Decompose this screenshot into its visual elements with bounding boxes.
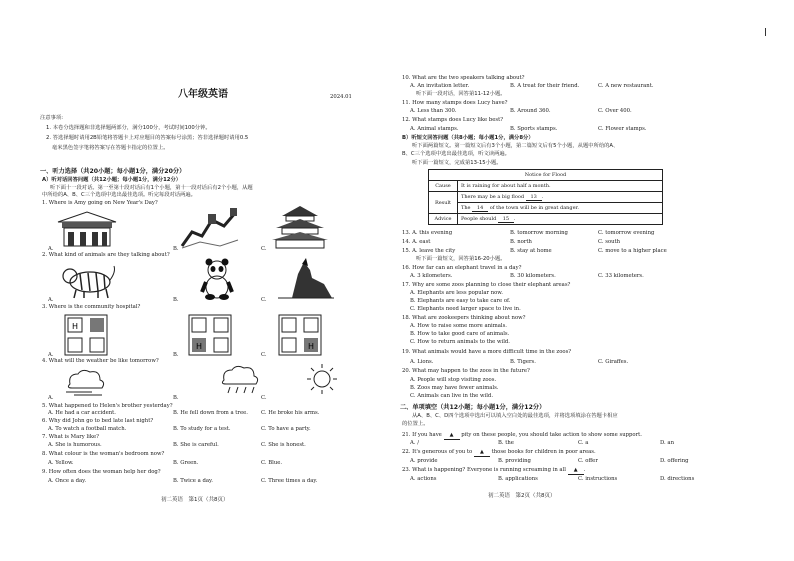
question-17: 17. Why are some zoos planning to close their elephant areas? [402, 282, 571, 288]
blank-15: 15 [498, 216, 514, 223]
result-cell-1: There may be a big flood 13 . [458, 192, 663, 203]
option-b: B. tomorrow morning [510, 230, 568, 236]
question-23 [402, 467, 585, 475]
option-a: A. 3 kilometers. [410, 273, 453, 279]
option-b: B. She is careful. [173, 442, 219, 448]
option-a: A. Lions. [410, 359, 434, 365]
question-15: 15. A. leave the city [402, 248, 456, 254]
question-8: 8. What colour is the woman's bedroom now? [42, 451, 165, 457]
option-c: C. How to return animals to the wild. [410, 339, 510, 345]
note-line: 毫米黑色签字笔将答案写在答题卡指定的位置上。 [52, 145, 169, 151]
option-c: C. A new restaurant. [598, 83, 654, 89]
option-b: B. How to take good care of animals. [410, 331, 510, 337]
question-text: 22. It's generous of you to [402, 449, 473, 455]
option-b: B. A treat for their friend. [510, 83, 580, 89]
option-c: C. To have a party. [261, 426, 311, 432]
section-heading: 一、听力选择（共20小题；每小题1分，满分20分） [40, 168, 186, 175]
question-13: 13. A. this evening [402, 230, 453, 236]
option-b: B. stay at home [510, 248, 552, 254]
advice-cell: People should 15 . [458, 214, 663, 225]
question-2: 2. What kind of animals are they talking about? [42, 252, 170, 258]
result-cell-2 [458, 203, 663, 214]
question-text: . [583, 467, 586, 473]
option-a: A. How to raise some more animals. [410, 323, 507, 329]
option-a: A. actions [410, 476, 437, 482]
option-c: C. [261, 246, 267, 252]
option-c: C. Three times a day. [261, 478, 318, 484]
page-edge-mark [765, 28, 766, 36]
option-a: A. [48, 395, 54, 401]
row-label-cause: Cause [429, 181, 458, 192]
question-22 [402, 449, 596, 457]
option-a: A. [48, 297, 54, 303]
question-18: 18. What are zookeepers thinking about now? [402, 315, 526, 321]
note-line: 2. 答选择题时请用2B铅笔将答题卡上对应题目的答案标号涂黑；答非选择题时请用0.5 [46, 135, 249, 141]
question-16: 16. How far can an elephant travel in a day? [402, 265, 522, 271]
option-b: B. north [510, 239, 532, 245]
blank-triangle-icon: ▲ [474, 449, 490, 457]
option-d: D. offering [660, 458, 689, 464]
exam-date: 2024.01 [330, 94, 352, 100]
question-14: 14. A. east [402, 239, 431, 245]
result-text: There may be a big flood [461, 193, 525, 200]
page-footer: 初二英语 第1页（共8页） [161, 497, 229, 503]
listening-note: 听下面一篇短文，回答第16-20小题。 [416, 256, 506, 262]
option-a: A. An invitation letter. [410, 83, 470, 89]
option-d: D. an [660, 440, 674, 446]
option-b: B. Zoos may have fewer animals. [410, 385, 499, 391]
question-3: 3. Where is the community hospital? [42, 304, 141, 310]
option-a: A. / [410, 440, 419, 446]
option-a: A. He had a car accident. [48, 410, 116, 416]
option-a: A. Yellow. [48, 460, 74, 466]
svg-text:H: H [308, 342, 315, 351]
question-11: 11. How many stamps does Lucy have? [402, 100, 508, 106]
option-c: C. [261, 297, 267, 303]
listening-note: 听下面一段对话，回答第11-12小题。 [416, 91, 506, 97]
blank-triangle-icon: ▲ [444, 432, 460, 440]
svg-text:H: H [196, 342, 203, 351]
option-b: B. [173, 352, 179, 358]
question-21 [402, 432, 642, 440]
part-instructions: B、C三个选项中选出最佳选项，听文读两遍。 [402, 151, 510, 157]
exam-title: 八年级英语 [178, 89, 228, 100]
option-c: C. Blue. [261, 460, 283, 466]
option-c: C. tomorrow evening [598, 230, 655, 236]
sun-icon [304, 362, 340, 396]
great-wall-icon [180, 206, 240, 250]
part-heading: A）听对话回答问题（共12小题；每小题1分，满分12分） [42, 177, 182, 183]
note-line: 1. 本卷分选择题和非选择题两部分，满分100分，考试时间100分钟。 [46, 125, 211, 131]
blank-14: 14 [472, 205, 488, 212]
option-c: C. move to a higher place [598, 248, 667, 254]
question-text: those books for children in poor areas. [491, 449, 596, 455]
question-12: 12. What stamps does Lucy like best? [402, 117, 504, 123]
option-b: B. Twice a day. [173, 478, 213, 484]
option-a: A. [48, 246, 54, 252]
option-c: C. He broke his arms. [261, 410, 320, 416]
result-text: The [461, 204, 471, 211]
option-b: B. applications [498, 476, 538, 482]
question-6: 6. Why did John go to bed late last night? [42, 418, 154, 424]
option-b: B. [173, 246, 179, 252]
option-c: C. Animals can live in the wild. [410, 393, 494, 399]
rain-cloud-icon [218, 364, 266, 396]
option-a: A. Elephants are less popular now. [410, 290, 503, 296]
part-instructions: 听下面两篇短文。第一篇短文后有3个小题，第二篇短文后有5个小题，从题中所给的A、 [412, 143, 619, 149]
option-a: A. Less than 300. [410, 108, 457, 114]
result-text: of the town will be in great danger. [489, 204, 579, 211]
map-c-icon [278, 314, 322, 356]
option-a: A. provide [410, 458, 438, 464]
option-c: C. Elephants need larger space to live in. [410, 306, 521, 312]
option-b: B. providing [498, 458, 531, 464]
option-a: A. Animal stamps. [410, 126, 459, 132]
question-text: pity on these people, you should take action to show some support. [461, 432, 642, 438]
table-heading: Notice for Flood [429, 170, 663, 181]
notice-table [428, 169, 663, 225]
option-b: B. 30 kilometers. [510, 273, 556, 279]
question-4: 4. What will the weather be like tomorrow? [42, 358, 159, 364]
option-b: B. To study for a test. [173, 426, 231, 432]
page-footer: 初二英语 第2页（共8页） [488, 493, 556, 499]
page-2 [400, 0, 765, 561]
panda-icon [192, 258, 242, 300]
option-c: C. Flower stamps. [598, 126, 647, 132]
section-heading: 二、单项填空（共12小题；每小题1分，满分12分） [400, 404, 546, 411]
advice-text: People should [461, 215, 497, 222]
section-instructions: 的位置上。 [402, 421, 429, 427]
gate-building-icon [54, 208, 120, 250]
option-a: A. To watch a football match. [48, 426, 127, 432]
blank-triangle-icon: ▲ [568, 467, 584, 475]
option-c: C. [261, 352, 267, 358]
windy-cloud-icon [62, 366, 112, 396]
option-a: A. She is humorous. [48, 442, 102, 448]
svg-text:H: H [72, 322, 79, 331]
page-1 [40, 0, 385, 561]
option-b: B. Sports stamps. [510, 126, 558, 132]
blank-13: 13 [526, 194, 542, 201]
option-a: A. People will stop visiting zoos. [410, 377, 497, 383]
option-a: A. Once a day. [48, 478, 87, 484]
question-text: 21. If you have [402, 432, 442, 438]
cause-cell: It is raining for about half a month. [458, 181, 663, 192]
option-c: C. instructions [578, 476, 618, 482]
row-label-result: Result [429, 192, 458, 214]
question-9: 9. How often does the woman help her dog? [42, 469, 161, 475]
option-c: C. south [598, 239, 621, 245]
option-c: C. She is honest. [261, 442, 306, 448]
option-b: B. Around 360. [510, 108, 551, 114]
option-b: B. [173, 297, 179, 303]
question-10: 10. What are the two speakers talking about? [402, 75, 525, 81]
part-heading: B）听短文回答问题（共8小题；每小题1分，满分8分） [402, 135, 534, 141]
row-label-advice: Advice [429, 214, 458, 225]
question-19: 19. What animals would have a more difficult time in the zoos? [402, 349, 572, 355]
question-text: 23. What is happening? Everyone is running screaming in all [402, 467, 566, 473]
map-a-icon [64, 314, 108, 356]
question-1: 1. Where is Amy going on New Year's Day? [42, 200, 158, 206]
tiger-icon [60, 262, 118, 300]
option-d: D. directions [660, 476, 695, 482]
option-b: B. [173, 395, 179, 401]
option-b: B. Green. [173, 460, 199, 466]
option-c: C. offer [578, 458, 598, 464]
temple-of-heaven-icon [270, 204, 330, 250]
option-c: C. 33 kilometers. [598, 273, 644, 279]
option-b: B. the [498, 440, 514, 446]
option-b: B. Tigers. [510, 359, 536, 365]
question-5: 5. What happened to Helen's brother yesterday? [42, 403, 173, 409]
part-instructions: 中所给的A、B、C三个选项中选出最佳选项。听完每段对话两遍。 [42, 192, 196, 198]
option-c: C. a [578, 440, 589, 446]
option-a: A. [48, 352, 54, 358]
option-b: B. Elephants are easy to take care of. [410, 298, 511, 304]
wolf-icon [278, 258, 334, 300]
listening-note: 听下面一篇短文，完成第13-15小题。 [412, 160, 502, 166]
notes-label: 注意事项: [40, 115, 63, 121]
option-c: C. Giraffes. [598, 359, 629, 365]
section-instructions: 从A、B、C、D四个选项中选出可以填入空白处的最佳选项，并将选项填涂在答题卡相应 [412, 413, 618, 419]
option-c: C. Over 400. [598, 108, 632, 114]
map-b-icon [188, 314, 232, 356]
option-b: B. He fell down from a tree. [173, 410, 248, 416]
question-7: 7. What is Mary like? [42, 434, 100, 440]
part-instructions: 听下面十一段对话。第一至第十段对话后有1个小题，第十一段对话后有2个小题，从题 [50, 185, 253, 191]
question-20: 20. What may happen to the zoos in the future? [402, 368, 530, 374]
option-c: C. [261, 395, 267, 401]
